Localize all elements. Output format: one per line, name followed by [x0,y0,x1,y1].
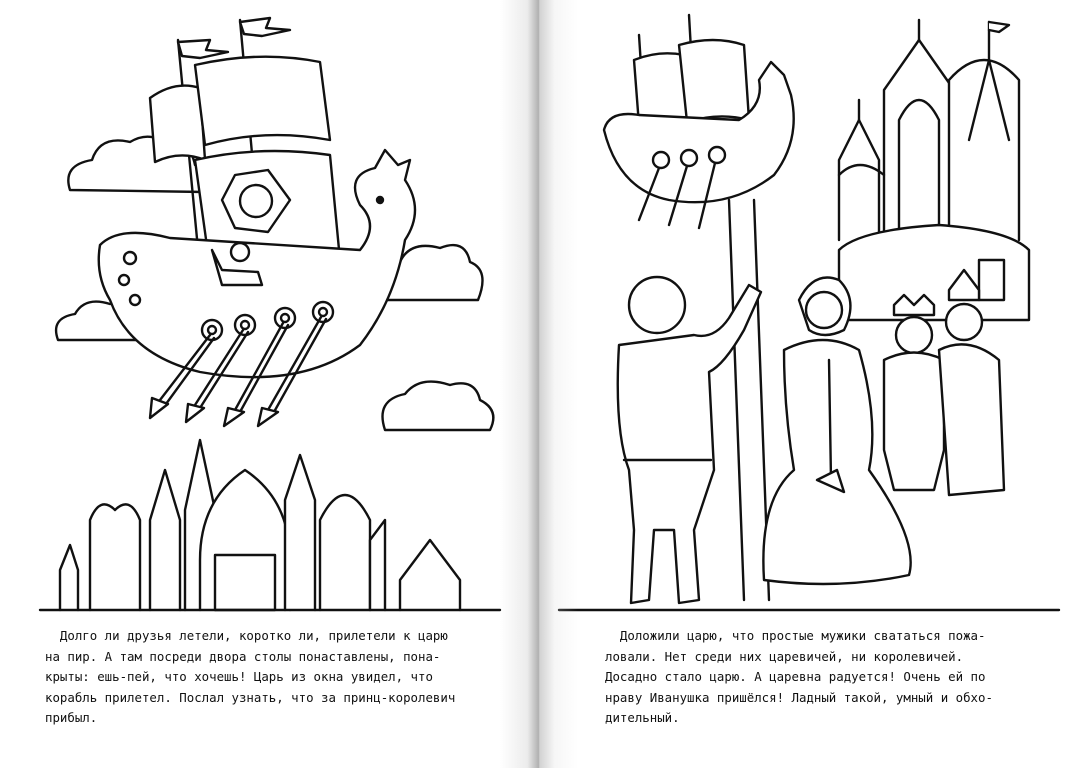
text-line: Доложили царю, что простые мужики свататься пожа- [605,628,986,643]
cloud-bottom-right [383,382,494,430]
text-line: корабль прилетел. Послал узнать, что за принц-королевич [45,689,456,705]
text-line: крыты: ешь-пей, что хочешь! Царь из окна увидел, что [45,669,433,684]
town-skyline [40,440,500,610]
text-line: нраву Иванушка пришёлся! Ладный такой, умный и обхо- [605,689,993,705]
palace [839,20,1029,320]
ivan-figure [618,277,761,603]
flying-ship-illustration [0,0,539,615]
right-page [539,0,1078,768]
text-line: ловали. Нет среди них царевичей, ни королевичей. [605,648,964,664]
wedding-illustration [539,0,1078,615]
left-page-text [45,626,455,729]
right-page-text [605,626,993,729]
text-line: дительный. [605,710,680,725]
tsar-figure [884,295,944,490]
text-line: Досадно стало царю. А царевна радуется! Очень ей по [605,669,986,684]
text-line: Долго ли друзья летели, коротко ли, прилетели к царю [45,628,448,643]
text-line: прибыл. [45,710,98,725]
text-line: на пир. А там посреди двора столы понаставлены, пона- [45,648,441,664]
